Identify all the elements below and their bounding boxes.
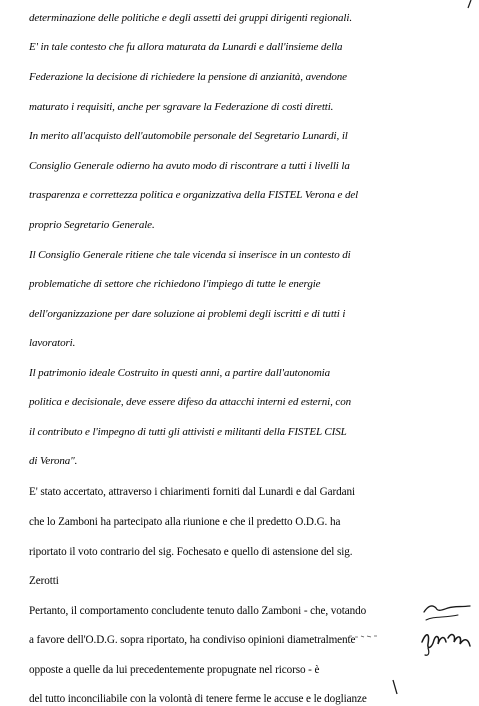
doc-line-15: il contributo e l'impegno di tutti gli attivisti e militanti della FISTEL CISL [29, 426, 347, 438]
doc-line-17: E' stato accertato, attraverso i chiarimenti forniti dal Lunardi e dal Gardani [29, 486, 355, 498]
doc-line-24: del tutto inconciliabile con la volontà di tenere ferme le accuse e le doglianze [29, 693, 367, 705]
doc-line-3: Federazione la decisione di richiedere la pensione di anzianità, avendone [29, 71, 347, 83]
doc-line-13: Il patrimonio ideale Costruito in questi anni, a partire dall'autonomia [29, 367, 331, 379]
doc-line-20: Zerotti [29, 575, 59, 587]
doc-line-8: proprio Segretario Generale. [29, 219, 155, 231]
doc-line-18: che lo Zamboni ha partecipato alla riunione e che il predetto O.D.G. ha [29, 516, 341, 528]
doc-line-12: lavoratori. [29, 337, 76, 349]
doc-line-19: riportato il voto contrario del sig. Fochesato e quello di astensione del sig. [29, 546, 353, 558]
doc-line-11: dell'organizzazione per dare soluzione ai problemi degli iscritti e di tutti i [29, 308, 346, 320]
doc-line-21: Pertanto, il comportamento concludente tenuto dallo Zamboni - che, votando [29, 605, 367, 617]
doc-line-1: determinazione delle politiche e degli assetti dei gruppi dirigenti regionali. [29, 12, 352, 24]
doc-line-16: di Verona". [29, 455, 78, 467]
doc-line-6: Consiglio Generale odierno ha avuto modo di riscontrare a tutti i livelli la [29, 160, 350, 172]
doc-line-5: In merito all'acquisto dell'automobile personale del Segretario Lunardi, il [29, 130, 348, 142]
doc-line-10: problematiche di settore che richiedono l'impiego di tutte le energie [29, 278, 321, 290]
handwritten-signature [418, 598, 476, 658]
doc-line-22: a favore dell'O.D.G. sopra riportato, ha condiviso opinioni diametralmente [29, 634, 356, 646]
doc-line-4: maturato i requisiti, anche per sgravare la Federazione di costi diretti. [29, 101, 334, 113]
doc-line-14: politica e decisionale, deve essere difeso da attacchi interni ed esterni, con [29, 396, 352, 408]
doc-line-7: trasparenza e correttezza politica e organizzativa della FISTEL Verona e del [29, 189, 359, 201]
doc-line-2: E' in tale contesto che fu allora maturata da Lunardi e dall'insieme della [29, 41, 343, 53]
doc-line-23: opposte a quelle da lui precedentemente propugnate nel ricorso - è [29, 664, 320, 676]
doc-line-9: Il Consiglio Generale ritiene che tale vicenda si inserisce in un contesto di [29, 249, 351, 261]
